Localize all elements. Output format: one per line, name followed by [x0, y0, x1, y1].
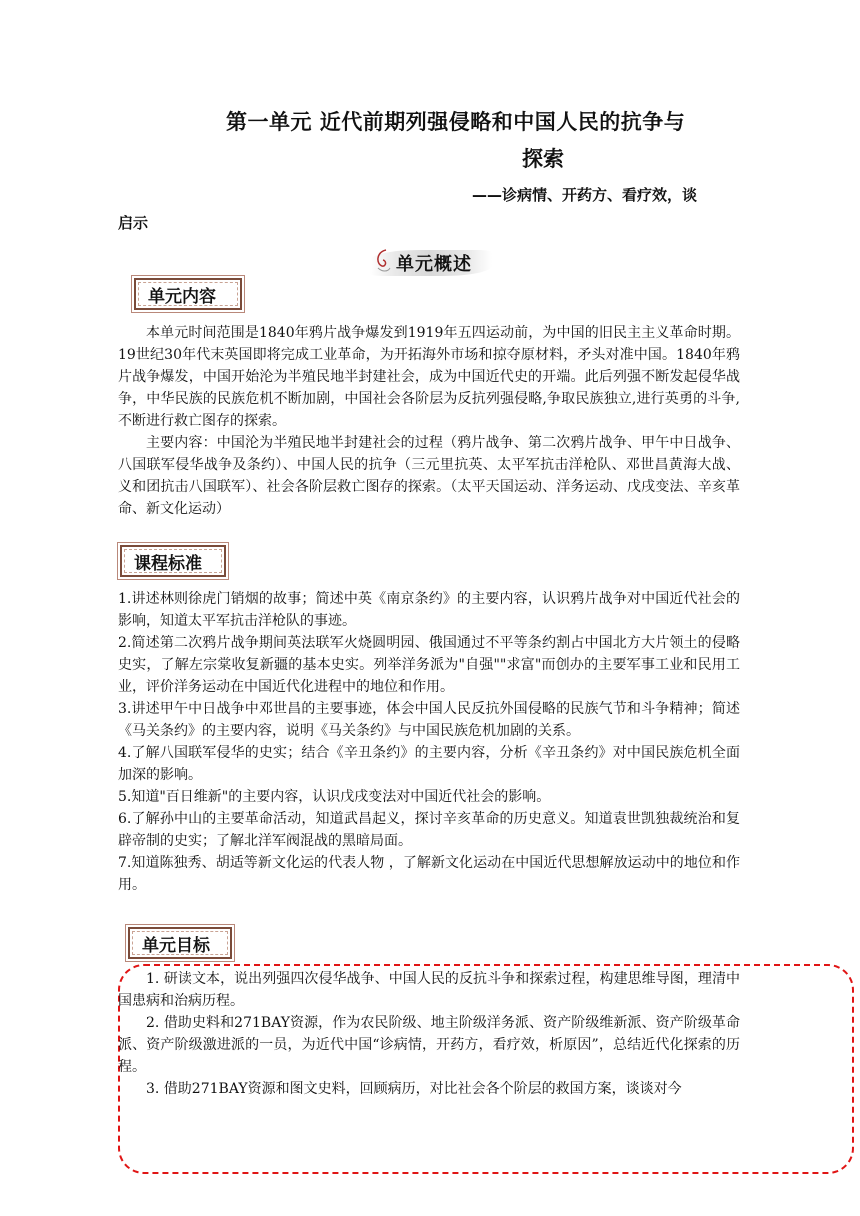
unit-subtitle-line1: ——诊病情、开药方、看疗效，谈: [472, 186, 698, 204]
unit-title-line2: 探索: [522, 147, 564, 171]
swirl-ornament-icon: [372, 246, 392, 276]
unit-goals-list: [118, 968, 740, 1100]
section-header-unit-goals: [128, 927, 232, 959]
content-paragraph: 主要内容：中国沦为半殖民地半封建社会的过程（鸦片战争、第二次鸦片战争、甲午中日战争、八国联军侵华战争及条约）、中国人民的抗争（三元里抗英、太平军抗击洋枪队、邓世昌黄海大战、义和团抗击八国联军）、社会各阶层救亡图存的探索。（太平天国运动、洋务运动、戊戌变法、辛亥革命、新文化运动）: [118, 435, 740, 517]
unit-subtitle-line2: 启示: [118, 214, 149, 232]
standard-item: 1.讲述林则徐虎门销烟的故事；简述中英《南京条约》的主要内容，认识鸦片战争对中国近代社会的影响，知道太平军抗击洋枪队的事迹。: [118, 591, 740, 629]
standard-item: 3.讲述甲午中日战争中邓世昌的主要事迹，体会中国人民反抗外国侵略的民族气节和斗争精神；简述《马关条约》的主要内容，说明《马关条约》与中国民族危机加剧的关系。: [118, 701, 740, 739]
content-paragraph: 本单元时间范围是1840年鸦片战争爆发到1919年五四运动前，为中国的旧民主主义革命时期。19世纪30年代末英国即将完成工业革命，为开拓海外市场和掠夺原材料，矛头对准中国。1840年鸦片战争爆发，中国开始沦为半殖民地半封建社会，成为中国近代史的开端。此后列强不断发起侵华战争，中华民族的民族危机不断加剧，中国社会各阶层为反抗列强侵略,争取民族独立,进行英勇的斗争,不断进行救亡图存的探索。: [118, 325, 740, 429]
goal-item: 2. 借助史料和271BAY资源，作为农民阶级、地主阶级洋务派、资产阶级维新派、资产阶级革命派、资产阶级激进派的一员，为近代中国“诊病情，开药方，看疗效，析原因”，总结近代化探索的历程。: [118, 1015, 740, 1075]
unit-title-line1: 第一单元 近代前期列强侵略和中国人民的抗争与: [226, 110, 686, 134]
goal-item: 1. 研读文本，说出列强四次侵华战争、中国人民的反抗斗争和探索过程，构建思维导图，理清中国患病和治病历程。: [118, 971, 740, 1009]
standard-item: 5.知道"百日维新"的主要内容，认识戊戌变法对中国近代社会的影响。: [118, 789, 551, 805]
unit-content-body: [118, 322, 740, 520]
section-label: 课程标准: [134, 553, 202, 574]
section-header-unit-content: [134, 278, 242, 310]
standard-item: 7.知道陈独秀、胡适等新文化运的代表人物 ，了解新文化运动在中国近代思想解放运动中的地位和作用。: [118, 855, 740, 893]
unit-overview-banner: [370, 244, 492, 280]
standard-item: 6.了解孙中山的主要革命活动，知道武昌起义，探讨辛亥革命的历史意义。知道袁世凯独裁统治和复辟帝制的史实；了解北洋军阀混战的黑暗局面。: [118, 811, 740, 849]
section-header-curriculum-standards: [120, 545, 226, 577]
banner-label: 单元概述: [396, 254, 472, 275]
standard-item: 2.简述第二次鸦片战争期间英法联军火烧圆明园、俄国通过不平等条约割占中国北方大片领土的侵略史实，了解左宗棠收复新疆的基本史实。列举洋务派为"自强""求富"而创办的主要军事工业和民用工业，评价洋务运动在中国近代化进程中的地位和作用。: [118, 635, 740, 695]
curriculum-standards-list: [118, 588, 740, 896]
goal-item: 3. 借助271BAY资源和图文史料，回顾病历，对比社会各个阶层的救国方案，谈谈对今: [146, 1081, 682, 1097]
section-label: 单元内容: [148, 286, 216, 307]
section-label: 单元目标: [142, 935, 210, 956]
standard-item: 4.了解八国联军侵华的史实；结合《辛丑条约》的主要内容，分析《辛丑条约》对中国民族危机全面加深的影响。: [118, 745, 740, 783]
